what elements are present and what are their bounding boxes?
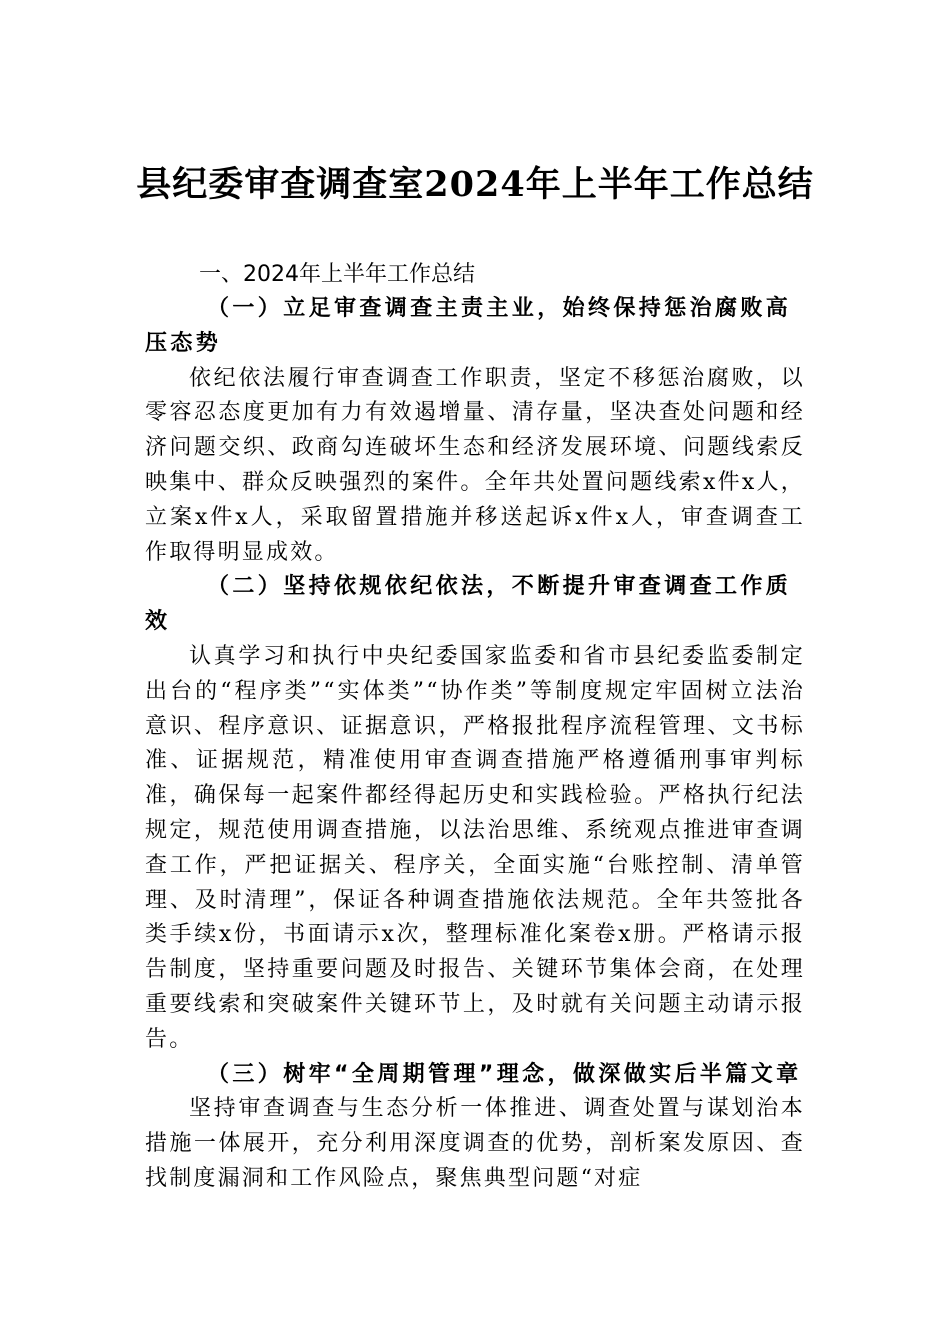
subsection-heading-3: （三）树牢“全周期管理”理念，做深做实后半篇文章 xyxy=(207,1061,802,1087)
paragraph-2: 认真学习和执行中央纪委国家监委和省市县纪委监委制定出台的“程序类”“实体类”“协作类”等制度规定牢固树立法治意识、程序意识、证据意识，严格报批程序流程管理、文书标准、证据规范，精准使用审查调查措施严格遵循刑事审判标准，确保每一起案件都经得起历史和实践检验。严格执行纪法规定，规范使用调查措施，以法治思维、系统观点推进审查调查工作，严把证据关、程序关，全面实施“台账控制、清单管理、及时清理”，保证各种调查措施依法规范。全年共签批各类手续x份，书面请示x次，整理标准化案卷x册。严格请示报告制度，坚持重要问题及时报告、关键环节集体会商，在处理重要线索和突破案件关键环节上，及时就有关问题主动请示报告。 xyxy=(145,643,805,1052)
section-heading: 一、2024年上半年工作总结 xyxy=(199,262,475,287)
document-body xyxy=(145,258,805,1197)
paragraph-1: 依纪依法履行审查调查工作职责，坚定不移惩治腐败，以零容忍态度更加有力有效遏增量、清存量，坚决查处问题和经济问题交织、政商勾连破坏生态和经济发展环境、问题线索反映集中、群众反映强烈的案件。全年共处置问题线索x件x人，立案x件x人，采取留置措施并移送起诉x件x人，审查调查工作取得明显成效。 xyxy=(145,365,805,565)
subsection-heading-2: （二）坚持依规依纪依法，不断提升审查调查工作质效 xyxy=(145,574,792,635)
subsection-heading-1: （一）立足审查调查主责主业，始终保持惩治腐败高压态势 xyxy=(145,296,792,356)
document-title: 县纪委审查调查室2024年上半年工作总结 xyxy=(136,164,814,205)
paragraph-3: 坚持审查调查与生态分析一体推进、调查处置与谋划治本措施一体展开，充分利用深度调查的优势，剖析案发原因、查找制度漏洞和工作风险点，聚焦典型问题“对症 xyxy=(145,1096,805,1191)
